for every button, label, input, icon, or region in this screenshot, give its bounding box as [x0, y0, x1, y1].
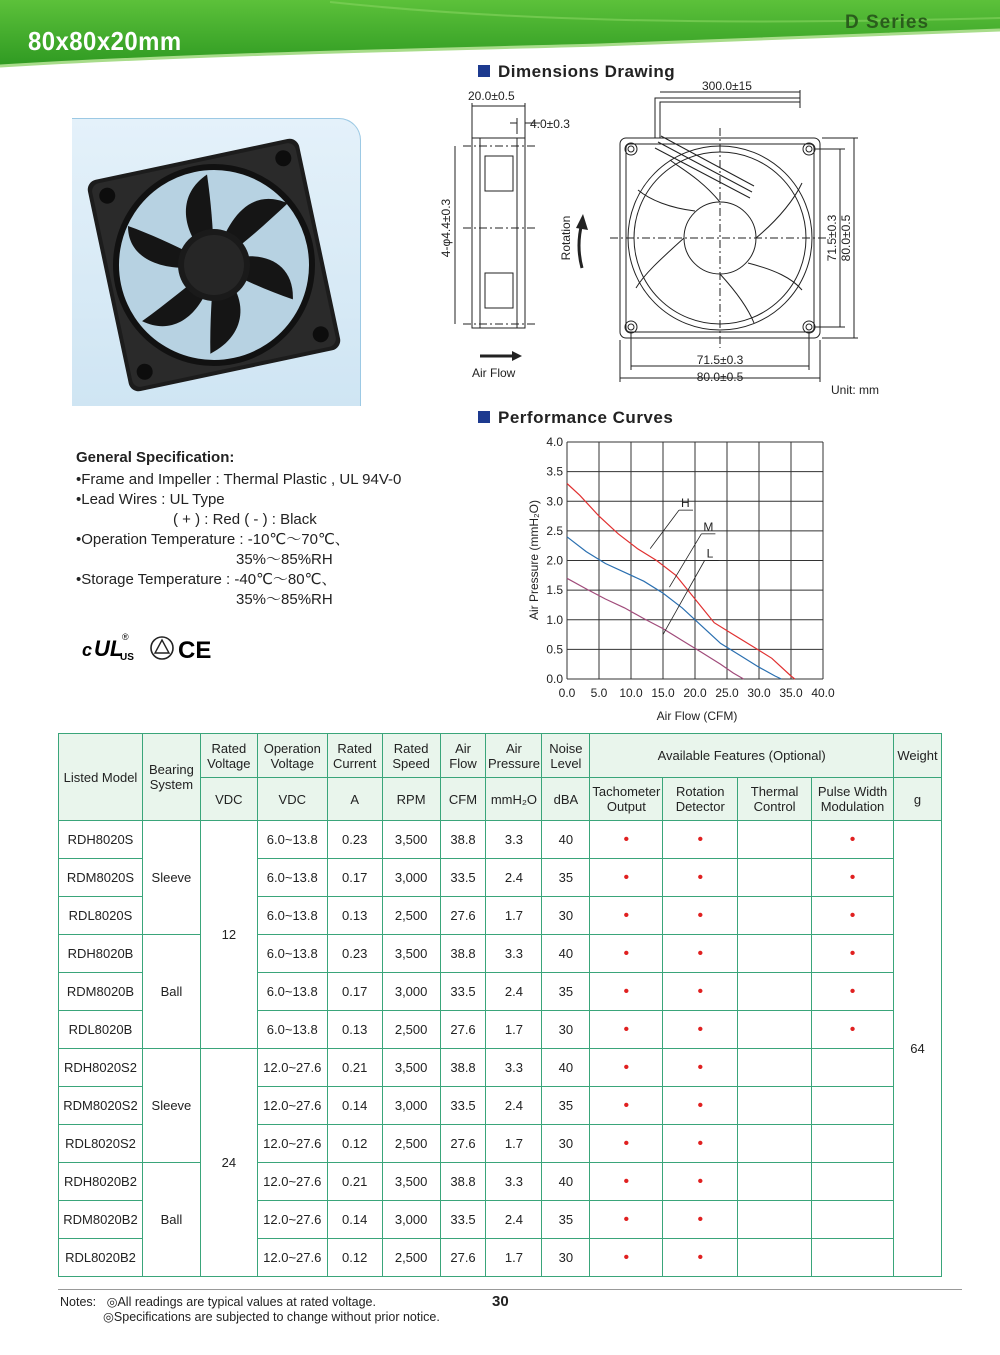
cell-flow: 27.6	[440, 1011, 486, 1049]
y-tick-label: 1.0	[546, 612, 563, 627]
feature-dot-icon: •	[697, 1173, 704, 1190]
rotation-arrow	[576, 214, 588, 268]
table-row	[59, 1163, 942, 1201]
cell-op: 12.0~27.6	[257, 1087, 327, 1125]
cell-feature-pwm	[812, 1125, 894, 1163]
cell-feature-thermal	[738, 1087, 812, 1125]
cell-noise: 40	[542, 1163, 590, 1201]
col-header-airflow: Air Flow	[440, 734, 486, 778]
cell-op: 6.0~13.8	[257, 821, 327, 859]
footer-divider	[58, 1289, 962, 1290]
cell-feature-tach	[590, 1163, 663, 1201]
airflow-arrow	[480, 351, 522, 361]
cell-feature-thermal	[738, 859, 812, 897]
cell-noise: 40	[542, 935, 590, 973]
unit-noise: dBA	[542, 778, 590, 821]
spec-lead-colors: ( + ) : Red ( - ) : Black	[173, 511, 317, 528]
x-tick-label: 30.0	[747, 686, 771, 700]
y-tick-label: 3.5	[546, 464, 563, 479]
cell-bearing: Sleeve	[142, 1049, 200, 1163]
cell-feature-pwm	[812, 859, 894, 897]
cell-bearing: Ball	[142, 935, 200, 1049]
cell-feature-rot	[663, 1239, 738, 1277]
cell-feature-tach	[590, 1125, 663, 1163]
frame-h-dim: 80.0±0.5	[696, 370, 744, 384]
y-tick-label: 4.0	[546, 435, 563, 449]
cell-flow: 33.5	[440, 1087, 486, 1125]
cell-op: 12.0~27.6	[257, 1163, 327, 1201]
feature-dot-icon: •	[697, 1135, 704, 1152]
cell-speed: 3,000	[382, 973, 440, 1011]
cell-flow: 33.5	[440, 1201, 486, 1239]
cell-op: 12.0~27.6	[257, 1049, 327, 1087]
cell-model: RDH8020B2	[59, 1163, 143, 1201]
col-header-bearing: Bearing System	[142, 734, 200, 821]
cell-speed: 3,000	[382, 859, 440, 897]
cell-op: 12.0~27.6	[257, 1125, 327, 1163]
rotation-label: Rotation	[559, 215, 573, 261]
x-tick-label: 0.0	[558, 686, 576, 700]
notes-label: Notes:	[60, 1295, 97, 1309]
performance-heading: Performance Curves	[478, 408, 673, 428]
cell-feature-rot	[663, 1201, 738, 1239]
cell-bearing: Sleeve	[142, 821, 200, 935]
cell-current: 0.17	[327, 973, 382, 1011]
cell-flow: 27.6	[440, 897, 486, 935]
col-header-noise: Noise Level	[542, 734, 590, 778]
cell-feature-pwm	[812, 935, 894, 973]
x-tick-label: 25.0	[715, 686, 739, 700]
cell-current: 0.13	[327, 897, 382, 935]
cell-op: 6.0~13.8	[257, 897, 327, 935]
feature-dot-icon: •	[623, 1211, 630, 1228]
spec-frame: •Frame and Impeller : Thermal Plastic , UL 94V-0	[76, 471, 402, 488]
lead-length-dim: 300.0±15	[702, 79, 752, 93]
feature-tachometer: Tachometer Output	[590, 778, 663, 821]
cell-flow: 38.8	[440, 1163, 486, 1201]
cert-ul-logo: UL	[94, 636, 124, 661]
cell-current: 0.23	[327, 935, 382, 973]
cert-ce-logo: CE	[178, 637, 212, 664]
cell-feature-rot	[663, 935, 738, 973]
cell-speed: 3,000	[382, 1087, 440, 1125]
cell-speed: 2,500	[382, 1125, 440, 1163]
cell-current: 0.23	[327, 821, 382, 859]
cell-feature-rot	[663, 1011, 738, 1049]
cert-registered: ®	[122, 632, 129, 642]
feature-dot-icon: •	[623, 1249, 630, 1266]
unit-pressure: mmH₂O	[486, 778, 542, 821]
cell-pressure: 2.4	[486, 1087, 542, 1125]
cell-feature-thermal	[738, 1201, 812, 1239]
cell-current: 0.14	[327, 1201, 382, 1239]
curve-label-L: L	[706, 546, 714, 561]
cell-voltage: 12	[200, 821, 257, 1049]
feature-dot-icon: •	[697, 1211, 704, 1228]
cell-feature-thermal	[738, 973, 812, 1011]
section-marker-icon	[478, 65, 490, 77]
leader-line	[650, 510, 679, 549]
dimensions-drawing	[430, 78, 900, 408]
cell-feature-tach	[590, 821, 663, 859]
cell-feature-rot	[663, 897, 738, 935]
cell-bearing: Ball	[142, 1163, 200, 1277]
cell-current: 0.12	[327, 1239, 382, 1277]
spec-st-temp: •Storage Temperature : -40℃～80℃、	[76, 571, 337, 588]
cell-pressure: 1.7	[486, 1011, 542, 1049]
cell-feature-pwm	[812, 1011, 894, 1049]
cell-feature-pwm	[812, 1239, 894, 1277]
cell-feature-pwm	[812, 973, 894, 1011]
cell-pressure: 3.3	[486, 935, 542, 973]
feature-dot-icon: •	[623, 907, 630, 924]
spec-title: General Specification:	[76, 449, 235, 466]
holes-dim: 4-φ4.4±0.3	[439, 198, 453, 258]
y-tick-label: 1.5	[546, 583, 563, 598]
cell-model: RDL8020S2	[59, 1125, 143, 1163]
unit-opvoltage: VDC	[257, 778, 327, 821]
performance-chart	[520, 432, 850, 727]
cell-flow: 38.8	[440, 821, 486, 859]
cell-speed: 3,500	[382, 935, 440, 973]
table-row	[59, 935, 942, 973]
cell-current: 0.21	[327, 1163, 382, 1201]
unit-weight: g	[893, 778, 941, 821]
cell-model: RDL8020S	[59, 897, 143, 935]
chart-ticks	[546, 435, 835, 700]
feature-dot-icon: •	[697, 1249, 704, 1266]
cell-op: 6.0~13.8	[257, 1011, 327, 1049]
feature-dot-icon: •	[849, 869, 856, 886]
cell-pressure: 1.7	[486, 897, 542, 935]
series-line-L	[567, 578, 744, 679]
table-body	[59, 821, 942, 1277]
y-tick-label: 3.0	[546, 494, 563, 509]
unit-airflow: CFM	[440, 778, 486, 821]
feature-dot-icon: •	[697, 1059, 704, 1076]
frame-v-dim: 80.0±0.5	[839, 214, 853, 262]
cert-us: US	[120, 652, 134, 663]
cell-noise: 30	[542, 1239, 590, 1277]
x-tick-label: 35.0	[779, 686, 803, 700]
page-number: 30	[492, 1293, 509, 1310]
feature-dot-icon: •	[697, 945, 704, 962]
cell-noise: 40	[542, 1049, 590, 1087]
cell-flow: 27.6	[440, 1125, 486, 1163]
airflow-label: Air Flow	[472, 366, 516, 380]
series-label: D Series	[845, 12, 930, 33]
x-axis-label: Air Flow (CFM)	[656, 709, 738, 723]
y-tick-label: 2.0	[546, 553, 563, 568]
feature-dot-icon: •	[623, 1059, 630, 1076]
cell-feature-rot	[663, 821, 738, 859]
cell-speed: 3,500	[382, 1163, 440, 1201]
cell-flow: 27.6	[440, 1239, 486, 1277]
cell-current: 0.14	[327, 1087, 382, 1125]
cell-feature-thermal	[738, 1011, 812, 1049]
y-tick-label: 2.5	[546, 523, 563, 538]
specifications-table	[58, 733, 942, 1277]
cell-noise: 35	[542, 973, 590, 1011]
cell-model: RDL8020B	[59, 1011, 143, 1049]
feature-dot-icon: •	[623, 831, 630, 848]
spec-lead: •Lead Wires : UL Type	[76, 491, 225, 508]
cell-feature-thermal	[738, 1163, 812, 1201]
spec-op-rh: 35%～85%RH	[236, 551, 333, 568]
cell-current: 0.21	[327, 1049, 382, 1087]
y-axis-label: Air Pressure (mmH₂O)	[527, 500, 541, 620]
cell-noise: 35	[542, 859, 590, 897]
feature-dot-icon: •	[623, 1021, 630, 1038]
cell-feature-pwm	[812, 821, 894, 859]
cell-feature-rot	[663, 1163, 738, 1201]
feature-dot-icon: •	[623, 1173, 630, 1190]
note-line-1: ◎All readings are typical values at rated voltage.	[106, 1295, 376, 1309]
col-header-voltage: Rated Voltage	[200, 734, 257, 778]
cell-flow: 38.8	[440, 935, 486, 973]
cell-pressure: 2.4	[486, 859, 542, 897]
cell-speed: 2,500	[382, 1011, 440, 1049]
cell-voltage: 24	[200, 1049, 257, 1277]
col-header-current: Rated Current	[327, 734, 382, 778]
cell-feature-pwm	[812, 897, 894, 935]
feature-dot-icon: •	[697, 907, 704, 924]
cell-speed: 3,500	[382, 821, 440, 859]
cell-feature-thermal	[738, 1125, 812, 1163]
cell-model: RDM8020S2	[59, 1087, 143, 1125]
cell-op: 12.0~27.6	[257, 1239, 327, 1277]
cell-weight: 64	[893, 821, 941, 1277]
page-title: 80x80x20mm	[28, 26, 182, 56]
cell-feature-thermal	[738, 1239, 812, 1277]
cell-noise: 30	[542, 1125, 590, 1163]
cell-noise: 30	[542, 1011, 590, 1049]
col-header-pressure: Air Pressure	[486, 734, 542, 778]
cell-noise: 35	[542, 1201, 590, 1239]
cell-feature-rot	[663, 1125, 738, 1163]
feature-dot-icon: •	[849, 945, 856, 962]
feature-dot-icon: •	[623, 1097, 630, 1114]
cell-model: RDH8020S2	[59, 1049, 143, 1087]
feature-dot-icon: •	[623, 983, 630, 1000]
front-view	[610, 90, 858, 382]
unit-speed: RPM	[382, 778, 440, 821]
feature-dot-icon: •	[697, 869, 704, 886]
cell-feature-pwm	[812, 1163, 894, 1201]
feature-dot-icon: •	[623, 945, 630, 962]
side-width-dim: 20.0±0.5	[468, 89, 515, 103]
cell-pressure: 1.7	[486, 1125, 542, 1163]
x-tick-label: 20.0	[683, 686, 707, 700]
cell-feature-thermal	[738, 897, 812, 935]
feature-thermal: Thermal Control	[738, 778, 812, 821]
cell-current: 0.17	[327, 859, 382, 897]
cell-feature-pwm	[812, 1049, 894, 1087]
cell-feature-rot	[663, 1087, 738, 1125]
feature-dot-icon: •	[849, 907, 856, 924]
chart-grid	[567, 442, 823, 679]
cell-model: RDM8020S	[59, 859, 143, 897]
table-row	[59, 821, 942, 859]
cell-feature-tach	[590, 1239, 663, 1277]
cell-pressure: 2.4	[486, 1201, 542, 1239]
cell-model: RDM8020B	[59, 973, 143, 1011]
notes	[60, 1295, 440, 1325]
feature-dot-icon: •	[849, 831, 856, 848]
side-view	[455, 103, 540, 328]
unit-label: Unit: mm	[831, 383, 879, 397]
product-photo-panel	[72, 118, 361, 406]
x-tick-label: 15.0	[651, 686, 675, 700]
fan-photo	[72, 119, 360, 406]
cell-op: 6.0~13.8	[257, 859, 327, 897]
cell-feature-thermal	[738, 821, 812, 859]
cell-pressure: 1.7	[486, 1239, 542, 1277]
cell-feature-pwm	[812, 1087, 894, 1125]
cell-noise: 35	[542, 1087, 590, 1125]
cell-feature-thermal	[738, 1049, 812, 1087]
cell-feature-rot	[663, 973, 738, 1011]
cell-feature-tach	[590, 1087, 663, 1125]
cell-noise: 30	[542, 897, 590, 935]
cell-pressure: 3.3	[486, 821, 542, 859]
side-offset-dim: 4.0±0.3	[530, 117, 570, 131]
cell-current: 0.13	[327, 1011, 382, 1049]
table-row	[59, 1049, 942, 1087]
cell-pressure: 3.3	[486, 1163, 542, 1201]
cell-feature-rot	[663, 1049, 738, 1087]
cell-speed: 3,500	[382, 1049, 440, 1087]
cell-current: 0.12	[327, 1125, 382, 1163]
cell-op: 6.0~13.8	[257, 935, 327, 973]
hole-spacing-v-dim: 71.5±0.3	[825, 214, 839, 262]
dimensions-heading: Dimensions Drawing	[478, 62, 675, 82]
hole-spacing-h-dim: 71.5±0.3	[696, 353, 744, 367]
cell-feature-tach	[590, 1201, 663, 1239]
spec-st-rh: 35%～85%RH	[236, 591, 333, 608]
col-header-opvoltage: Operation Voltage	[257, 734, 327, 778]
cert-logos	[82, 628, 232, 668]
feature-dot-icon: •	[849, 983, 856, 1000]
cell-feature-rot	[663, 859, 738, 897]
unit-voltage: VDC	[200, 778, 257, 821]
cell-op: 12.0~27.6	[257, 1201, 327, 1239]
spec-op-temp: •Operation Temperature : -10℃～70℃、	[76, 531, 350, 548]
col-header-speed: Rated Speed	[382, 734, 440, 778]
unit-current: A	[327, 778, 382, 821]
cell-feature-tach	[590, 897, 663, 935]
general-specification	[76, 448, 456, 610]
x-tick-label: 40.0	[811, 686, 835, 700]
cell-pressure: 2.4	[486, 973, 542, 1011]
x-tick-label: 10.0	[619, 686, 643, 700]
feature-rotation: Rotation Detector	[663, 778, 738, 821]
certification-marks	[82, 628, 232, 668]
cell-model: RDH8020B	[59, 935, 143, 973]
cell-feature-tach	[590, 973, 663, 1011]
cell-flow: 33.5	[440, 973, 486, 1011]
cell-feature-tach	[590, 859, 663, 897]
feature-dot-icon: •	[849, 1021, 856, 1038]
cell-feature-tach	[590, 935, 663, 973]
y-tick-label: 0.5	[546, 642, 563, 657]
cell-op: 6.0~13.8	[257, 973, 327, 1011]
cell-model: RDH8020S	[59, 821, 143, 859]
curve-label-H: H	[681, 496, 690, 511]
feature-dot-icon: •	[623, 1135, 630, 1152]
cell-flow: 38.8	[440, 1049, 486, 1087]
cell-feature-tach	[590, 1011, 663, 1049]
cell-speed: 2,500	[382, 897, 440, 935]
note-line-2: ◎Specifications are subjected to change without prior notice.	[103, 1310, 440, 1324]
feature-dot-icon: •	[697, 831, 704, 848]
cell-noise: 40	[542, 821, 590, 859]
col-header-features: Available Features (Optional)	[590, 734, 894, 778]
cell-feature-tach	[590, 1049, 663, 1087]
feature-dot-icon: •	[697, 983, 704, 1000]
feature-pwm: Pulse Width Modulation	[812, 778, 894, 821]
cert-c: c	[82, 640, 93, 660]
cell-pressure: 3.3	[486, 1049, 542, 1087]
cell-model: RDM8020B2	[59, 1201, 143, 1239]
feature-dot-icon: •	[697, 1097, 704, 1114]
cell-feature-thermal	[738, 935, 812, 973]
section-marker-icon	[478, 411, 490, 423]
cell-speed: 2,500	[382, 1239, 440, 1277]
cell-speed: 3,000	[382, 1201, 440, 1239]
cell-model: RDL8020B2	[59, 1239, 143, 1277]
cell-feature-pwm	[812, 1201, 894, 1239]
sgs-triangle-icon	[151, 637, 173, 659]
y-tick-label: 0.0	[546, 672, 563, 686]
col-header-model: Listed Model	[59, 734, 143, 821]
cell-flow: 33.5	[440, 859, 486, 897]
col-header-weight: Weight	[893, 734, 941, 778]
x-tick-label: 5.0	[590, 686, 608, 700]
curve-labels	[650, 496, 718, 634]
curve-label-M: M	[703, 519, 714, 534]
feature-dot-icon: •	[697, 1021, 704, 1038]
feature-dot-icon: •	[623, 869, 630, 886]
